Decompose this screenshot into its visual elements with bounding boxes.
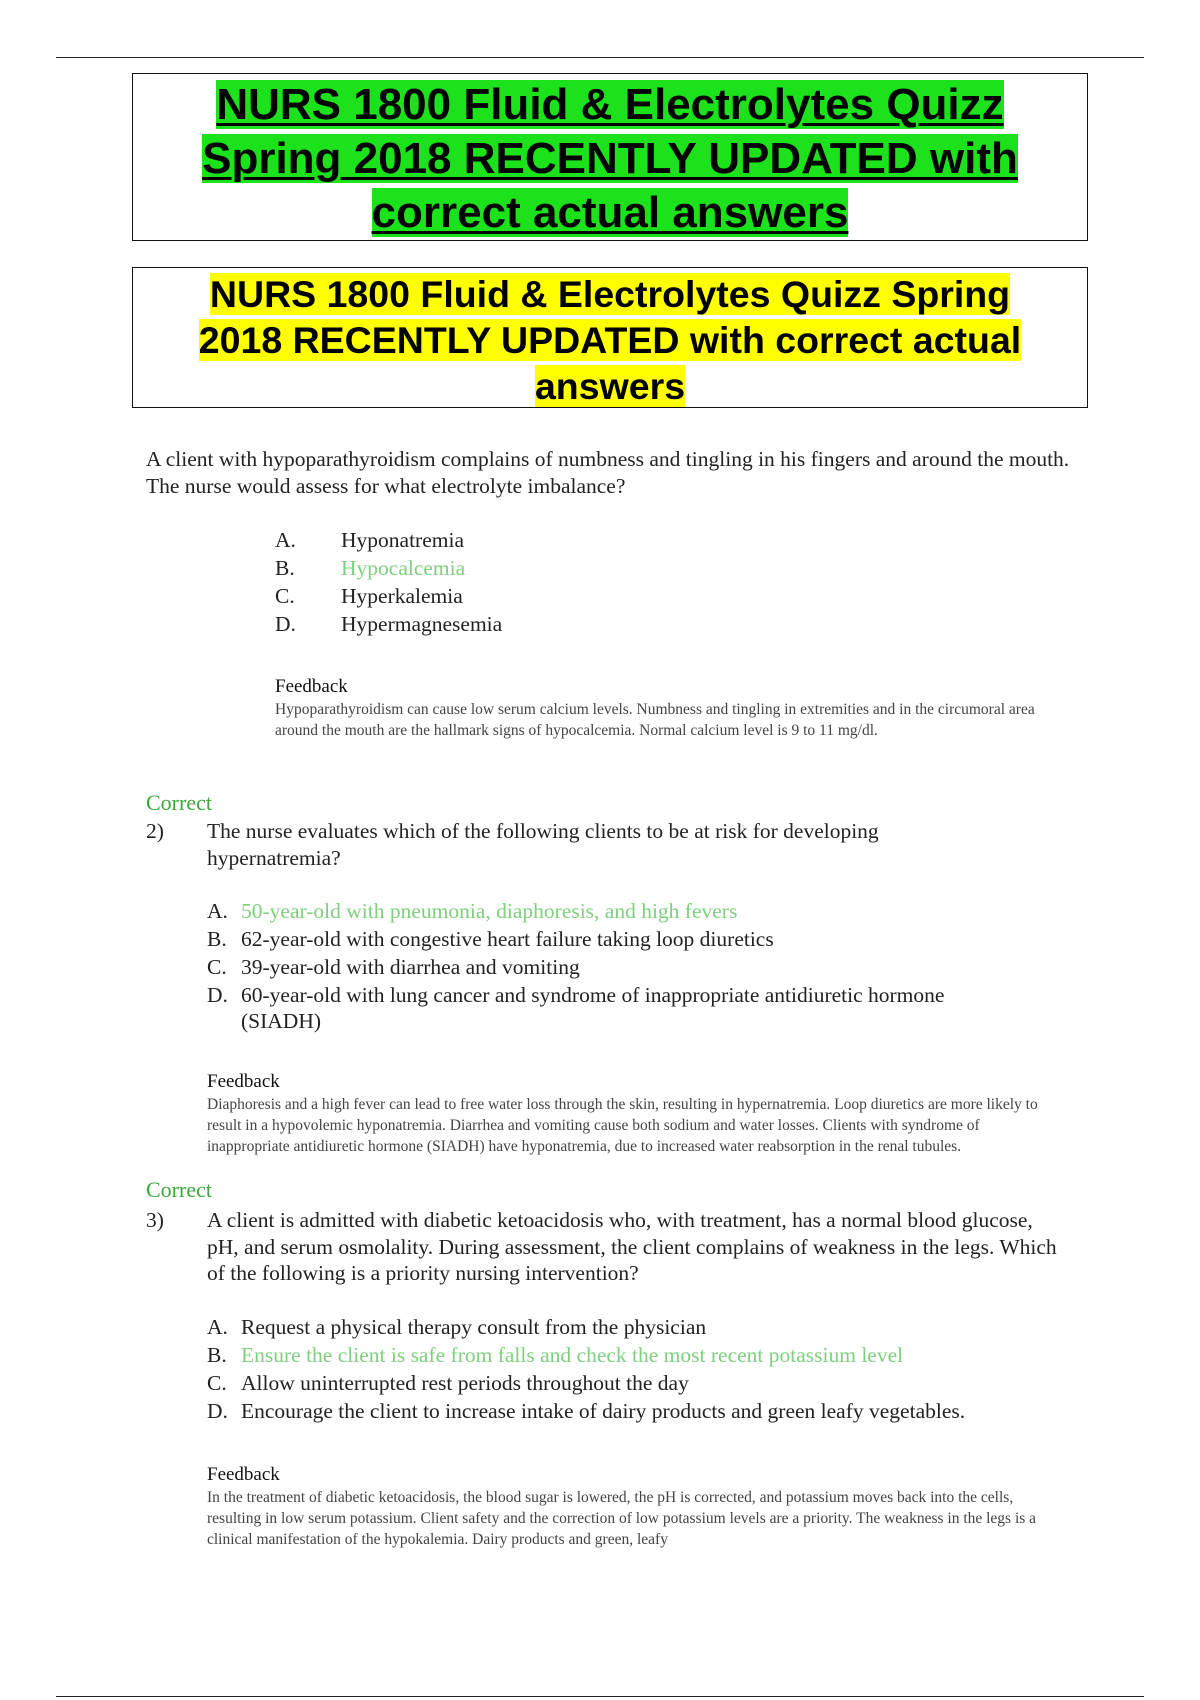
top-rule bbox=[56, 57, 1144, 58]
option-text: Hypermagnesemia bbox=[341, 612, 503, 636]
question-2-number: 2) bbox=[146, 819, 164, 843]
option-text: 62-year-old with congestive heart failure taking loop diuretics bbox=[241, 927, 774, 951]
option-text: 60-year-old with lung cancer and syndrome of inappropriate antidiuretic hormone (SIADH) bbox=[241, 983, 945, 1033]
option-text: Hypocalcemia bbox=[341, 556, 466, 580]
option-row[interactable] bbox=[207, 925, 1087, 953]
option-letter: D. bbox=[207, 983, 228, 1007]
option-row-correct[interactable] bbox=[275, 554, 975, 582]
option-text: Encourage the client to increase intake of dairy products and green leafy vegetables. bbox=[241, 1399, 966, 1423]
option-letter: C. bbox=[207, 955, 227, 979]
option-row[interactable] bbox=[275, 526, 975, 554]
feedback-text: Hypoparathyroidism can cause low serum calcium levels. Numbness and tingling in extremities and in the circumoral area around the mouth are the hallmark signs of hypocalcemia. Normal calcium level is 9 to 11 mg/dl. bbox=[275, 701, 1035, 739]
question-3-number: 3) bbox=[146, 1208, 164, 1232]
title-primary-line: correct actual answers bbox=[371, 188, 849, 237]
option-row[interactable] bbox=[275, 582, 975, 610]
option-row[interactable] bbox=[207, 953, 1087, 981]
title-box-primary bbox=[132, 73, 1088, 241]
title-secondary-line: NURS 1800 Fluid & Electrolytes Quizz Spring bbox=[209, 273, 1011, 315]
title-primary-line: NURS 1800 Fluid & Electrolytes Quizz bbox=[216, 80, 1004, 129]
feedback-label: Feedback bbox=[207, 1464, 280, 1485]
bottom-rule bbox=[56, 1696, 1144, 1697]
question-3-text: A client is admitted with diabetic ketoacidosis who, with treatment, has a normal blood glucose, pH, and serum osmolality. During assessment, the client complains of weakness in the legs. Which of the following is a priority nursing intervention? bbox=[207, 1208, 1057, 1285]
option-text: Hyponatremia bbox=[341, 528, 464, 552]
option-text: Request a physical therapy consult from the physician bbox=[241, 1315, 707, 1339]
option-letter: A. bbox=[207, 899, 228, 923]
question-1-text: A client with hypoparathyroidism complains of numbness and tingling in his fingers and around the mouth. The nurse would assess for what electrolyte imbalance? bbox=[146, 447, 1070, 498]
option-letter: A. bbox=[207, 1315, 228, 1339]
option-letter: A. bbox=[275, 528, 296, 552]
title-secondary-line: 2018 RECENTLY UPDATED with correct actual bbox=[198, 319, 1022, 361]
option-text: 50-year-old with pneumonia, diaphoresis, and high fevers bbox=[241, 899, 738, 923]
question-1-options bbox=[275, 526, 975, 638]
option-text: Allow uninterrupted rest periods throughout the day bbox=[241, 1371, 689, 1395]
option-row[interactable] bbox=[207, 1369, 1087, 1397]
option-letter: B. bbox=[275, 556, 295, 580]
option-row-correct[interactable] bbox=[207, 897, 1087, 925]
option-letter: C. bbox=[207, 1371, 227, 1395]
question-2-text: The nurse evaluates which of the following clients to be at risk for developing hypernatremia? bbox=[207, 819, 879, 870]
option-row[interactable] bbox=[207, 981, 1087, 1034]
title-primary-line: Spring 2018 RECENTLY UPDATED with bbox=[202, 134, 1018, 183]
option-letter: D. bbox=[275, 612, 296, 636]
feedback-label: Feedback bbox=[207, 1071, 280, 1092]
question-2-options bbox=[207, 897, 1087, 1034]
title-box-secondary bbox=[132, 267, 1088, 408]
option-text: Hyperkalemia bbox=[341, 584, 463, 608]
question-3-options bbox=[207, 1313, 1087, 1425]
option-text: 39-year-old with diarrhea and vomiting bbox=[241, 955, 580, 979]
option-letter: D. bbox=[207, 1399, 228, 1423]
option-letter: C. bbox=[275, 584, 295, 608]
feedback-text: In the treatment of diabetic ketoacidosis, the blood sugar is lowered, the pH is corrected, and potassium moves back into the cells, resulting in low serum potassium. Client safety and the correction of low potassium levels are a priority. The weakness in the legs is a clinical manifestation of the hypokalemia. Dairy products and green, leafy bbox=[207, 1489, 1037, 1548]
correct-label: Correct bbox=[146, 790, 212, 815]
option-row[interactable] bbox=[275, 610, 975, 638]
option-row-correct[interactable] bbox=[207, 1341, 1087, 1369]
title-secondary-line: answers bbox=[534, 365, 686, 407]
correct-label: Correct bbox=[146, 1177, 212, 1202]
option-row[interactable] bbox=[207, 1313, 1087, 1341]
option-letter: B. bbox=[207, 1343, 227, 1367]
option-letter: B. bbox=[207, 927, 227, 951]
feedback-label: Feedback bbox=[275, 676, 348, 697]
feedback-text: Diaphoresis and a high fever can lead to free water loss through the skin, resulting in hypernatremia. Loop diuretics are more likely to result in a hypovolemic hyponatremia. Diarrhea and vomiting cause both sodium and water losses. Clients with syndrome of inappropriate antidiuretic hormone (SIADH) have hyponatremia, due to increased water reabsorption in the renal tubules. bbox=[207, 1096, 1038, 1155]
option-row[interactable] bbox=[207, 1397, 1087, 1425]
option-text: Ensure the client is safe from falls and check the most recent potassium level bbox=[241, 1343, 904, 1367]
